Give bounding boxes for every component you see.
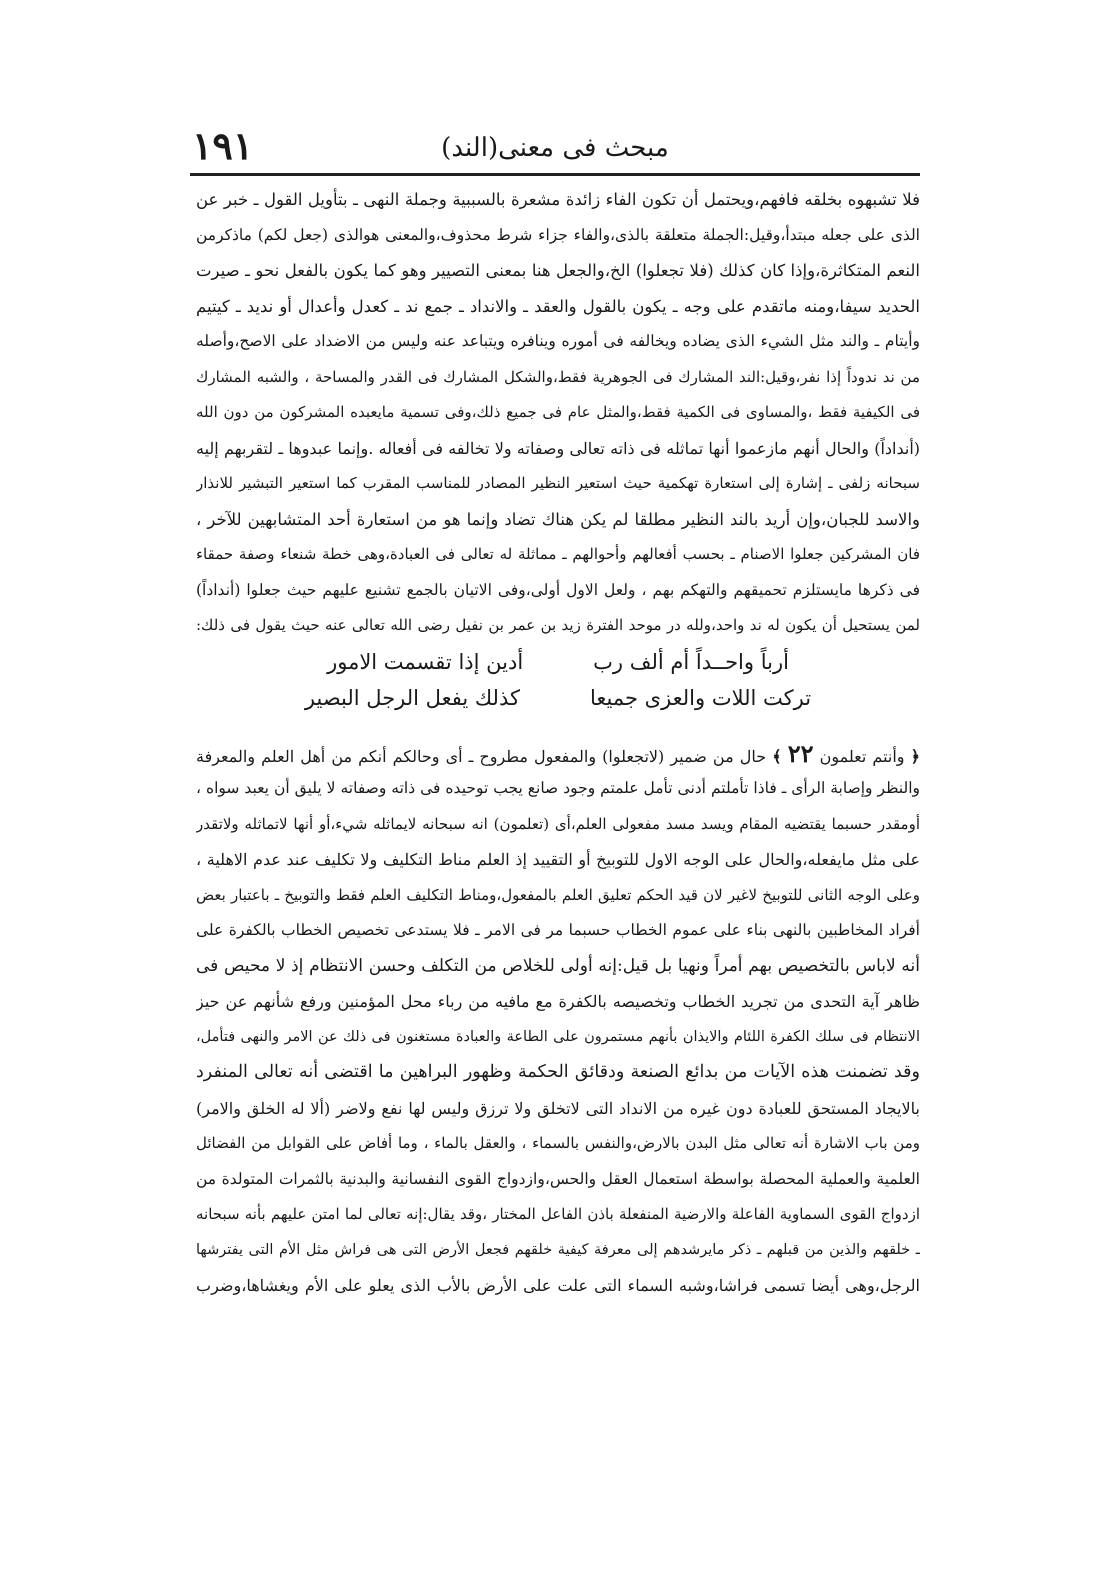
verse-second-hemistich: أدين إذا تقسمت الامور (327, 649, 524, 674)
text-line: والاسد للجبان،وإن أريد بالند النظير مطلقا لم يكن هناك تضاد وإنما هو من استعارة أحد المتشابهين للآخر ، (196, 509, 920, 529)
text-line: على مثل مايفعله،والحال على الوجه الاول للتوبيخ أو التقييد إذ العلم مناط التكليف ولا تكليف عند عدم الاهلية ، (196, 850, 920, 869)
header-divider (190, 173, 920, 176)
text-line: والنظر وإصابة الرأى ـ فاذا تأملتم أدنى تأمل علمتم وجود صانع يجب توحيده فى ذاته وصفاته لا يليق أن يعبد سواه ، (196, 779, 920, 797)
ayah-commentary: حال من ضمير (لاتجعلوا) والمفعول مطروح ـ أى وحالكم أنكم من أهل العلم والمعرفة (196, 746, 767, 766)
text-line: وأيتام ـ والند مثل الشيء الذى يضاده ويخالفه فى أموره وينافره ويتباعد عنه وليس من الاضداد على الاصح،وأصله (196, 332, 920, 350)
text-line: وقد تضمنت هذه الآيات من بدائع الصنعة ودقائق الحكمة وظهور البراهين ما اقتضى أنه تعالى المنفرد (196, 1062, 920, 1082)
ayah-open-brace: ﴿ (910, 746, 920, 766)
text-line: الرجل،وهى أيضا تسمى فراشا،وشبه السماء التى علت على الأرض بالأب الذى يعلو على الأم ويغشاها،وضرب (196, 1276, 920, 1295)
text-line: سبحانه زلفى ـ إشارة إلى استعارة تهكمية حيث استعير النظير المصادر للمناسب المقرب كما استعير التبشير للانذار (196, 474, 920, 492)
ayah-close-brace: ﴾ (772, 746, 782, 766)
text-line: أفراد المخاطبين بالنهى بناء على عموم الخطاب حسبما مر فى الامر ـ فلا يستدعى تخصيص الخطاب بالكفرة على (196, 921, 920, 939)
text-line: فى الكيفية فقط ،والمساوى فى الكمية فقط،والمثل عام فى جميع ذلك،وفى تسمية مايعبده المشركون من دون الله (196, 403, 920, 421)
ayah-line (196, 736, 920, 772)
text-line: الحديد سيفا،ومنه ماتقدم على وجه ـ يكون بالقول والعقد ـ والانداد ـ جمع ند ـ كعدل وأعدال أو نديد ـ كيتيم (196, 296, 920, 316)
text-line: أنه لاباس بالتخصيص بهم أمراً ونهيا بل قيل:إنه أولى للخلاص من التكلف وحسن الانتظام إذ لا محيص فى (196, 955, 920, 976)
text-line: ازدواج القوى السماوية الفاعلة والارضية المنفعلة باذن الفاعل المختار ،وقد يقال:إنه تعالى لما امتن عليهم بأنه سبحانه (196, 1205, 920, 1223)
text-line: العلمية والعملية المحصلة بواسطة استعمال العقل والحس،وازدواج القوى النفسانية والبدنية بالثمرات المتولدة من (196, 1169, 920, 1188)
text-line: الانتظام فى سلك الكفرة اللئام والايذان بأنهم مستمرون على الطاعة والعبادة مستغنون فى ذلك عن الامر والنهى فتأمل، (196, 1028, 920, 1045)
paragraph-2 (196, 736, 920, 1304)
text-line: بالايجاد المستحق للعبادة دون غيره من الانداد التى لاتخلق ولا ترزق وليس لها نفع ولاضر (ألا له الخلق والامر) (196, 1098, 920, 1118)
header-title: مبحث فى معنى(الند) (441, 133, 669, 163)
text-line: فى ذكرها مايستلزم تحميقهم والتهكم بهم ، ولعل الاول أولى،وفى الاتيان بالجمع تشنيع عليهم حيث جعلوا (أنداداً) (196, 580, 920, 599)
poem-verse (196, 644, 920, 680)
poem-verse (196, 680, 920, 716)
text-line: ظاهر آية التحدى من تجريد الخطاب وتخصيصه بالكفرة مع مافيه من رباء محل المؤمنين ورفع شأنهم عن حيز (196, 992, 920, 1011)
verse-second-hemistich: كذلك يفعل الرجل البصير (304, 685, 520, 710)
text-line: فان المشركين جعلوا الاصنام ـ بحسب أفعالهم وأحوالهم ـ مماثلة له تعالى فى العبادة،وهى خطة شنعاء وصفة حمقاء (196, 545, 920, 563)
page-body (196, 182, 920, 1304)
verse-first-hemistich: تركت اللات والعزى جميعا (589, 685, 812, 710)
ayah-number: ٢٢ (787, 738, 814, 768)
text-line: لمن يستحيل أن يكون له ند واحد،ولله در موحد الفترة زيد بن عمر بن نفيل رضى الله تعالى عنه حيث يقول فى ذلك: (196, 616, 920, 634)
text-line: من ند ندوداً إذا نفر،وقيل:الند المشارك فى الجوهرية فقط،والشكل المشارك فى القدر والمساحة ، والشبه المشارك (196, 367, 920, 386)
section-gap (196, 716, 920, 736)
text-line: (أنداداً) والحال أنهم مازعموا أنها تماثله فى ذاته تعالى وصفاته ولا تخالفه فى أفعاله .وإنما عبدوها ـ لتقربهم إليه (196, 438, 920, 458)
text-line: فلا تشبهوه بخلقه فافهم،ويحتمل أن تكون الفاء زائدة مشعرة بالسببية وجملة النهى ـ بتأويل القول ـ خبر عن (196, 190, 920, 209)
text-line: أومقدر حسبما يقتضيه المقام ويسد مسد مفعولى العلم،أى (تعلمون) انه سبحانه لايماثله شيء،أو أنها لاتماثله ولاتقدر (196, 814, 920, 833)
text-line: وعلى الوجه الثانى للتوبيخ لاغير لان قيد الحكم تعليق العلم بالمفعول،ومناط التكليف العلم فقط والتوبيخ ـ باعتبار بعض (196, 885, 920, 904)
page-header (190, 120, 920, 176)
page-number: ١٩١ (192, 123, 254, 168)
text-line: ومن باب الاشارة أنه تعالى مثل البدن بالارض،والنفس بالسماء ، والعقل بالماء ، وما أفاض على القوابل من الفضائل (196, 1134, 920, 1152)
text-line: ـ خلقهم والذين من قبلهم ـ ذكر مايرشدهم إلى معرفة كيفية خلقهم فجعل الأرض التى هى فراش مثل الأم التى يفترشها (196, 1241, 920, 1258)
ayah-text: وأنتم تعلمون (819, 746, 905, 766)
verse-first-hemistich: أرباً واحــداً أم ألف رب (593, 649, 789, 674)
text-line: الذى على جعله مبتدأ،وقيل:الجملة متعلقة بالذى،والفاء جزاء شرط محذوف،والمعنى هوالذى (جعل لكم) ماذكرمن (196, 225, 920, 244)
text-line: النعم المتكاثرة،وإذا كان كذلك (فلا تجعلوا) الخ،والجعل هنا بمعنى التصيير وهو كما يكون بالفعل نحو ـ صيرت (196, 261, 920, 280)
paragraph-1 (196, 182, 920, 644)
poem-verses (196, 644, 920, 716)
